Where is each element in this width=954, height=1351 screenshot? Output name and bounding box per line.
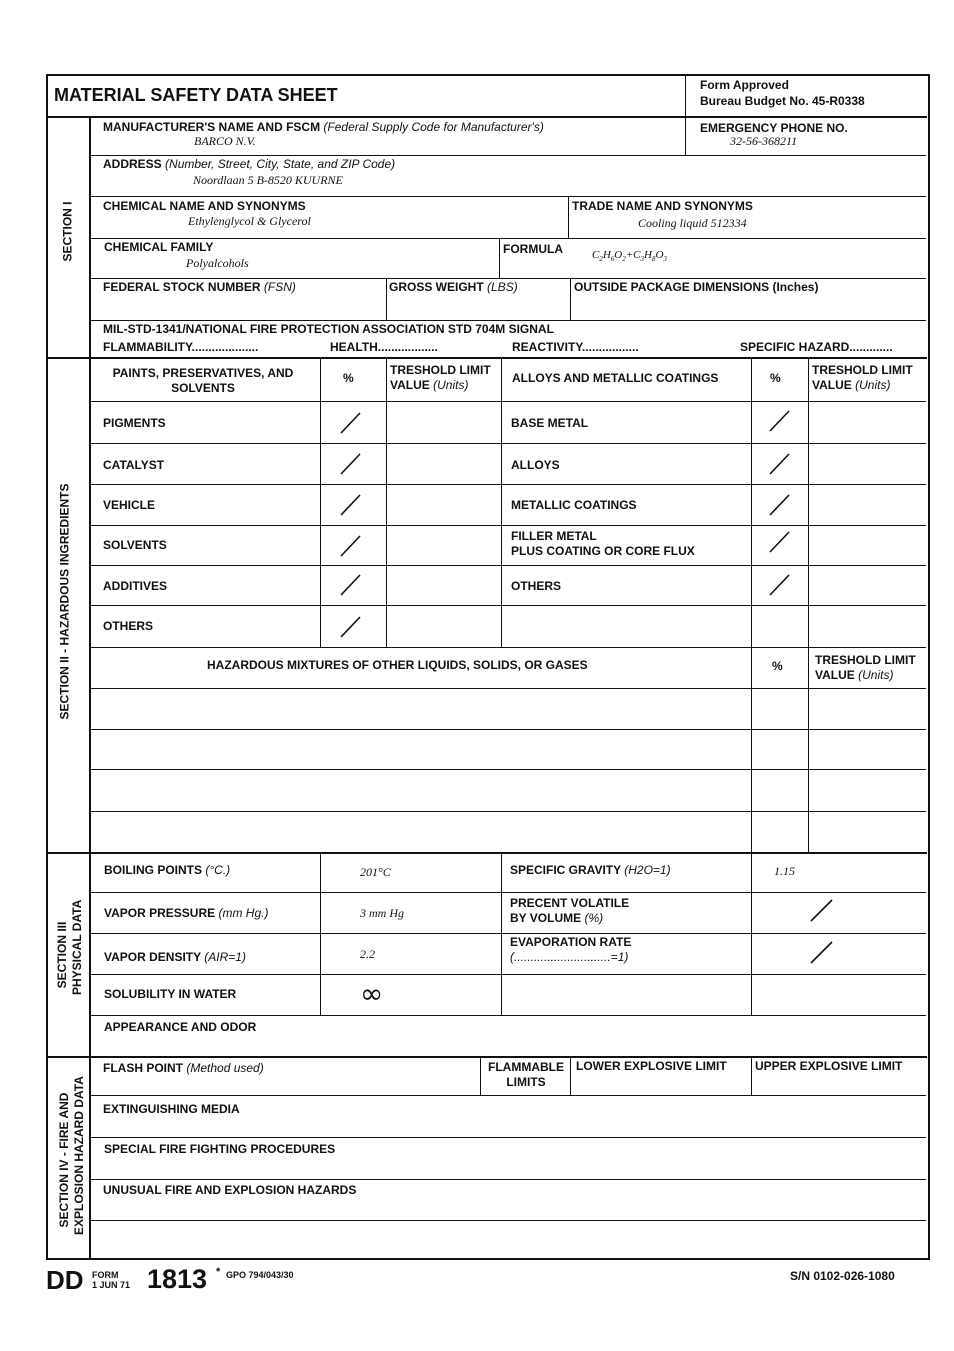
section-divider — [47, 1056, 927, 1058]
vapor-pressure-label: VAPOR PRESSURE (mm Hg.) — [104, 906, 269, 920]
divider — [90, 443, 926, 444]
health-label: HEALTH.................. — [330, 340, 438, 354]
divider — [685, 75, 686, 155]
slash-mark — [338, 612, 368, 642]
flash-point-label: FLASH POINT (Method used) — [103, 1061, 264, 1075]
divider — [90, 401, 926, 402]
slash-mark — [808, 938, 838, 968]
divider — [90, 892, 926, 893]
tlv-header: TRESHOLD LIMIT VALUE (Units) — [390, 363, 491, 392]
extinguishing-media-label: EXTINGUISHING MEDIA — [103, 1102, 240, 1116]
form-dd: DD — [46, 1265, 84, 1295]
row-label-alloys: ALLOYS — [511, 458, 560, 472]
divider — [90, 605, 926, 606]
percent-header: % — [772, 659, 783, 673]
signal-label: MIL-STD-1341/NATIONAL FIRE PROTECTION ASSOCIATION STD 704M SIGNAL — [103, 322, 554, 336]
vapor-density-label: VAPOR DENSITY (AIR=1) — [104, 950, 246, 964]
divider — [568, 196, 569, 238]
paints-header: PAINTS, PRESERVATIVES, AND SOLVENTS — [112, 366, 294, 395]
alloys-header: ALLOYS AND METALLIC COATINGS — [512, 371, 719, 385]
emergency-phone-value: 32-56-368211 — [730, 134, 798, 148]
tlv-header: TRESHOLD LIMIT VALUE (Units) — [815, 653, 916, 682]
divider — [320, 358, 321, 647]
evaporation-label: EVAPORATION RATE (.............................=1) — [510, 935, 632, 964]
serial-number: S/N 0102-026-1080 — [790, 1269, 895, 1283]
divider — [90, 484, 926, 485]
address-value: Noordlaan 5 B-8520 KUURNE — [193, 173, 343, 187]
vapor-pressure-value: 3 mm Hg — [360, 906, 404, 920]
slash-mark — [767, 527, 797, 557]
slash-mark — [338, 531, 368, 561]
divider — [90, 1095, 926, 1096]
divider — [90, 278, 926, 279]
chemical-family-value: Polyalcohols — [186, 256, 249, 270]
specific-hazard-label: SPECIFIC HAZARD............. — [740, 340, 893, 354]
boiling-point-label: BOILING POINTS (°C.) — [104, 863, 231, 877]
slash-mark — [338, 449, 368, 479]
divider — [90, 320, 926, 321]
divider — [751, 358, 752, 852]
reactivity-label: REACTIVITY................. — [512, 340, 639, 354]
divider — [90, 729, 926, 730]
package-dimensions-label: OUTSIDE PACKAGE DIMENSIONS (Inches) — [574, 280, 819, 294]
slash-mark — [338, 490, 368, 520]
trade-name-label: TRADE NAME AND SYNONYMS — [572, 199, 753, 213]
divider — [90, 565, 926, 566]
divider — [90, 974, 926, 975]
divider — [501, 853, 502, 1015]
divider — [90, 811, 926, 812]
vapor-density-value: 2.2 — [360, 947, 375, 961]
divider — [90, 1220, 926, 1221]
slash-mark — [767, 449, 797, 479]
chemical-name-value: Ethylenglycol & Glycerol — [188, 214, 311, 228]
bureau-budget: Bureau Budget No. 45-R0338 — [700, 94, 865, 108]
form-number: 1813 — [147, 1264, 208, 1294]
formula-value: $C_2H_6O_2+C_3H_8O_3$ — [592, 249, 667, 264]
section-divider — [47, 357, 927, 359]
upper-explosive-limit-label: UPPER EXPLOSIVE LIMIT — [755, 1059, 903, 1073]
divider — [751, 853, 752, 1015]
gpo-star: * — [216, 1266, 221, 1278]
divider — [90, 1179, 926, 1180]
row-label-additives: ADDITIVES — [103, 579, 168, 593]
row-label-base-metal: BASE METAL — [511, 416, 589, 430]
appearance-label: APPEARANCE AND ODOR — [104, 1020, 257, 1034]
divider — [90, 1137, 926, 1138]
section-1-label: SECTION I — [60, 201, 75, 262]
unusual-hazards-label: UNUSUAL FIRE AND EXPLOSION HAZARDS — [103, 1183, 357, 1197]
form-date: 1 JUN 71 — [92, 1280, 131, 1290]
volatile-label: PRECENT VOLATILE BY VOLUME (%) — [510, 896, 630, 925]
divider — [90, 688, 926, 689]
gross-weight-label: GROSS WEIGHT (LBS) — [389, 280, 518, 294]
page-title: MATERIAL SAFETY DATA SHEET — [54, 85, 338, 105]
special-procedures-label: SPECIAL FIRE FIGHTING PROCEDURES — [104, 1142, 336, 1156]
divider — [570, 278, 571, 320]
manufacturer-label: MANUFACTURER'S NAME AND FSCM (Federal Supply Code for Manufacturer's) — [103, 120, 544, 134]
form-approved: Form Approved — [700, 78, 789, 92]
flammability-label: FLAMMABILITY.................... — [103, 340, 259, 354]
section-4-label: SECTION IV - FIRE AND EXPLOSION HAZARD DATA — [57, 1076, 86, 1235]
divider — [90, 238, 926, 239]
divider — [90, 196, 926, 197]
percent-header: % — [770, 371, 781, 385]
divider — [386, 358, 387, 647]
solubility-value: ∞ — [360, 977, 384, 1010]
boiling-point-value: 201°C — [360, 865, 391, 879]
specific-gravity-value: 1.15 — [774, 864, 795, 878]
row-label-others-right: OTHERS — [511, 579, 562, 593]
slash-mark — [338, 570, 368, 600]
slash-mark — [808, 896, 838, 926]
divider — [90, 933, 926, 934]
divider — [47, 116, 927, 118]
slash-mark — [767, 406, 797, 436]
address-label: ADDRESS (Number, Street, City, State, and ZIP Code) — [103, 157, 396, 171]
divider — [90, 769, 926, 770]
slash-mark — [767, 570, 797, 600]
section-3-label: SECTION III PHYSICAL DATA — [55, 899, 84, 995]
percent-header: % — [343, 371, 354, 385]
row-label-catalyst: CATALYST — [103, 458, 165, 472]
fsn-label: FEDERAL STOCK NUMBER (FSN) — [103, 280, 296, 294]
row-label-vehicle: VEHICLE — [103, 498, 156, 512]
divider — [90, 525, 926, 526]
divider — [90, 155, 926, 156]
divider — [90, 647, 926, 648]
row-label-pigments: PIGMENTS — [103, 416, 166, 430]
divider — [320, 853, 321, 1015]
divider — [570, 1057, 571, 1095]
divider — [751, 1057, 752, 1095]
emergency-phone-label: EMERGENCY PHONE NO. — [700, 121, 848, 135]
slash-mark — [767, 490, 797, 520]
trade-name-value: Cooling liquid 512334 — [638, 216, 747, 230]
formula-label: FORMULA — [503, 242, 563, 256]
lower-explosive-limit-label: LOWER EXPLOSIVE LIMIT — [576, 1059, 727, 1073]
flammable-limits-label: FLAMMABLE LIMITS — [488, 1060, 564, 1089]
row-label-filler-metal: FILLER METAL PLUS COATING OR CORE FLUX — [511, 529, 695, 558]
manufacturer-value: BARCO N.V. — [194, 134, 256, 148]
solubility-label: SOLUBILITY IN WATER — [104, 987, 237, 1001]
tlv-header: TRESHOLD LIMIT VALUE (Units) — [812, 363, 913, 392]
chemical-family-label: CHEMICAL FAMILY — [104, 240, 214, 254]
slash-mark — [338, 408, 368, 438]
form-word: FORM — [92, 1270, 119, 1280]
row-label-others: OTHERS — [103, 619, 154, 633]
divider — [499, 238, 500, 278]
chemical-name-label: CHEMICAL NAME AND SYNONYMS — [103, 199, 306, 213]
divider — [501, 358, 502, 647]
specific-gravity-label: SPECIFIC GRAVITY (H2O=1) — [510, 863, 671, 877]
divider — [90, 1015, 926, 1016]
section-2-label: SECTION II - HAZARDOUS INGREDIENTS — [57, 483, 72, 720]
row-label-solvents: SOLVENTS — [103, 538, 167, 552]
gpo-code: GPO 794/043/30 — [226, 1270, 294, 1280]
row-label-metallic-coatings: METALLIC COATINGS — [511, 498, 637, 512]
divider — [480, 1057, 481, 1095]
mixtures-header: HAZARDOUS MIXTURES OF OTHER LIQUIDS, SOLIDS, OR GASES — [207, 658, 588, 672]
section-divider — [47, 852, 927, 854]
divider — [808, 358, 809, 852]
divider — [386, 278, 387, 320]
